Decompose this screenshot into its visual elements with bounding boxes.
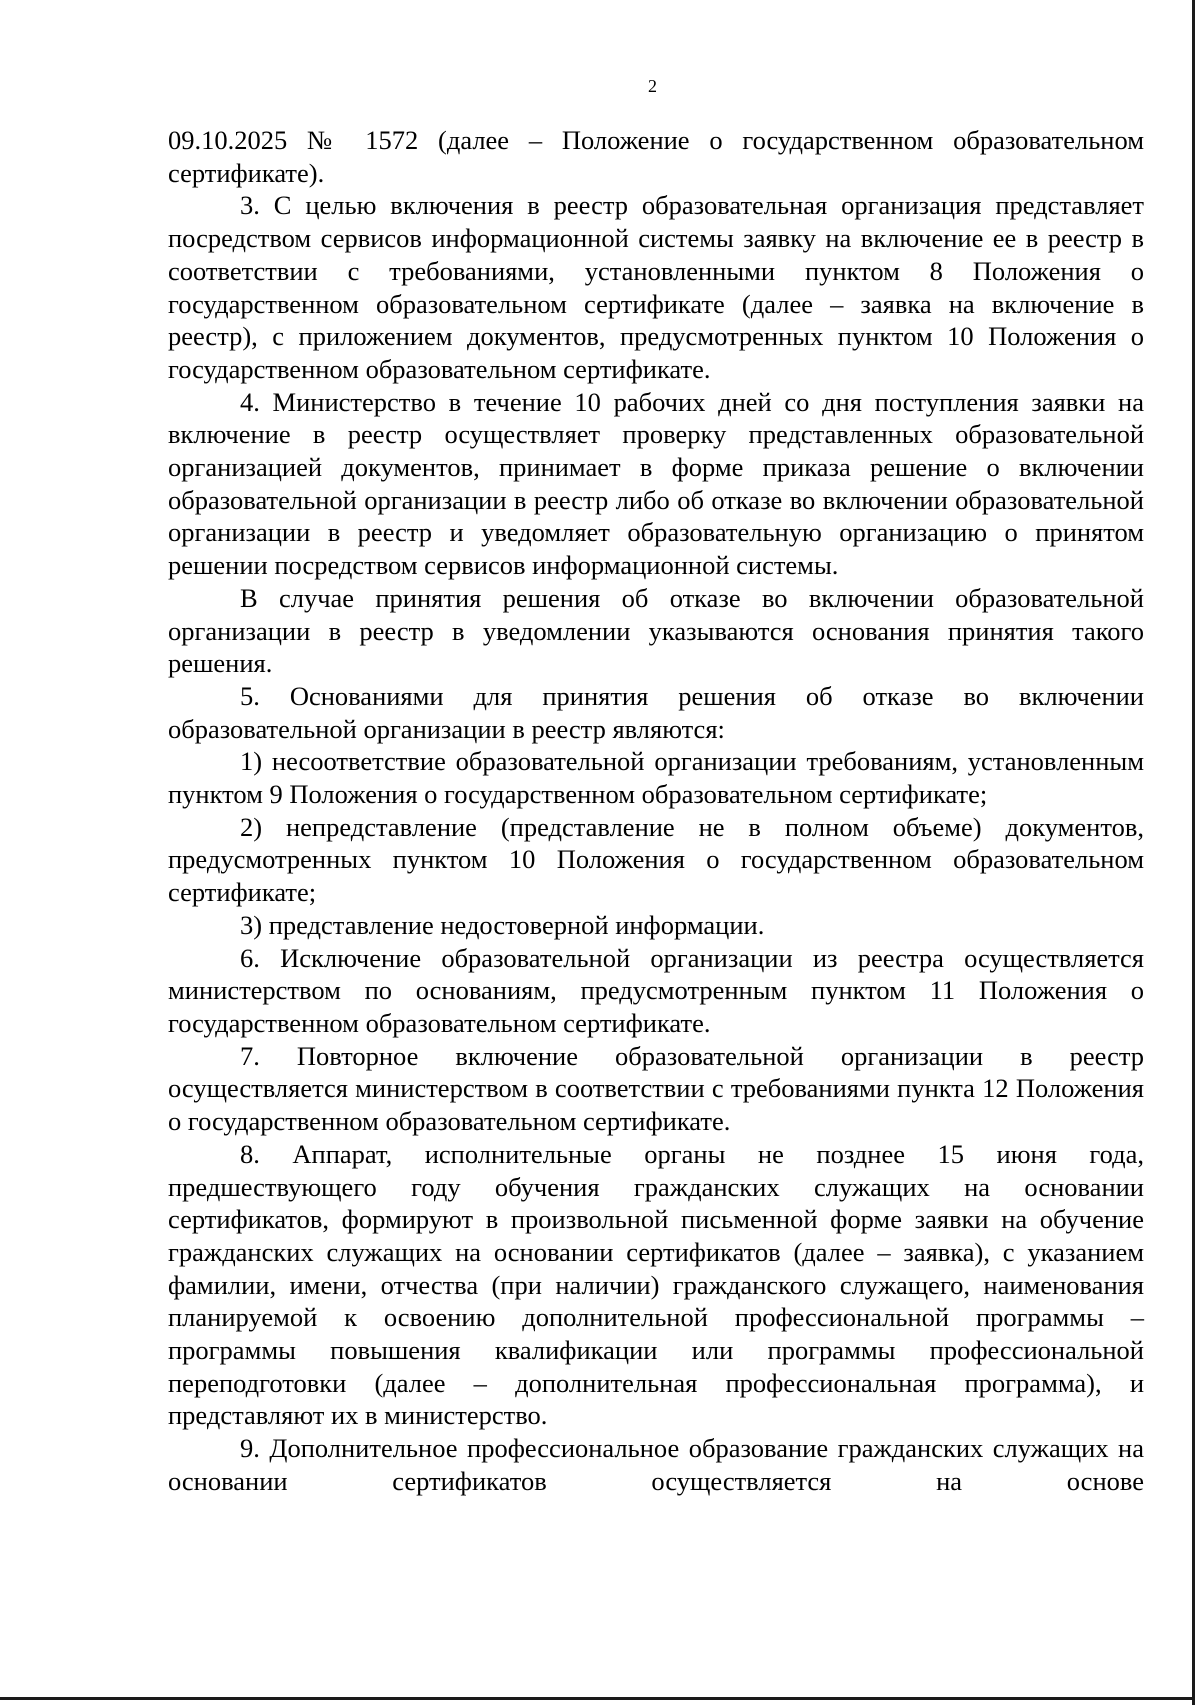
paragraph-4-refusal: В случае принятия решения об отказе во включении образовательной организации в реестр в уведомлении указываются основания принятия такого решения. <box>168 582 1144 679</box>
document-body <box>168 124 1144 1498</box>
paragraph-9: 9. Дополнительное профессиональное образование гражданских служащих на основании сертификатов осуществляется на основе <box>168 1433 1144 1496</box>
paragraph-7: 7. Повторное включение образовательной организации в реестр осуществляется министерством в соответствии с требованиями пункта 12 Положения о государственном образовательном сертификате. <box>168 1040 1144 1137</box>
paragraph-3: 3. С целью включения в реестр образовательная организация представляет посредством сервисов информационной системы заявку на включение ее в реестр в соответствии с требованиями, установленными пунктом 8 Положения о государственном образовательном сертификате (далее – заявка на включение в реестр), с приложением документов, предусмотренных пунктом 10 Положения о государственном образовательном сертификате. <box>168 190 1144 384</box>
page-number: 2 <box>648 76 657 96</box>
page-edge-right <box>1192 0 1195 1705</box>
page-edge-bottom <box>0 1697 1195 1700</box>
paragraph-8: 8. Аппарат, исполнительные органы не позднее 15 июня года, предшествующего году обучения гражданских служащих на основании сертификатов, формируют в произвольной письменной форме заявки на обучение гражданских служащих на основании сертификатов (далее – заявка), с указанием фамилии, имени, отчества (при наличии) гражданского служащего, наименования планируемой к освоению дополнительной профессиональной программы – программы повышения квалификации или программы профессиональной переподготовки (далее – дополнительная профессиональная программа), и представляют их в министерство. <box>168 1138 1144 1431</box>
paragraph-6: 6. Исключение образовательной организации из реестра осуществляется министерством по основаниям, предусмотренным пунктом 11 Положения о государственном образовательном сертификате. <box>168 942 1144 1038</box>
paragraph-5: 5. Основаниями для принятия решения об отказе во включении образовательной организации в реестр являются: <box>168 680 1144 744</box>
paragraph-continuation: 09.10.2025 № 1572 (далее – Положение о государственном образовательном сертификате). <box>168 125 1144 188</box>
paragraph-4: 4. Министерство в течение 10 рабочих дней со дня поступления заявки на включение в реестр осуществляет проверку представленных образовательной организацией документов, принимает в форме приказа решение о включении образовательной организации в реестр либо об отказе во включении образовательной организации в реестр и уведомляет образовательную организацию о принятом решении посредством сервисов информационной системы. <box>168 386 1144 581</box>
paragraph-5-item-1: 1) несоответствие образовательной организации требованиям, установленным пунктом 9 Положения о государственном образовательном сертификате; <box>168 746 1144 810</box>
paragraph-5-item-2: 2) непредставление (представление не в полном объеме) документов, предусмотренных пунктом 10 Положения о государственном образовательном сертификате; <box>168 811 1144 908</box>
paragraph-5-item-3: 3) представление недостоверной информации. <box>240 909 765 940</box>
